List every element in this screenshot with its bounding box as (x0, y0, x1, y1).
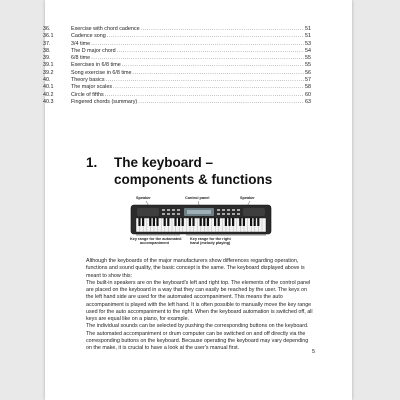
toc-row (43, 41, 311, 48)
toc-title: 6/8 time (71, 55, 91, 62)
toc-page: 51 (305, 33, 311, 40)
chapter-heading (86, 154, 272, 188)
body-text (86, 258, 314, 352)
toc-row (43, 62, 311, 69)
toc-number: 39.2 (43, 69, 54, 76)
toc-row (43, 84, 311, 91)
toc-number: 40.1 (43, 84, 54, 91)
toc-page: 63 (305, 98, 311, 105)
caption-left-line2: accompaniment (140, 241, 169, 246)
toc-title: The major scales (71, 84, 113, 91)
toc-page: 55 (305, 62, 311, 69)
toc-row (43, 55, 311, 62)
label-speaker-right: Speaker (240, 196, 255, 200)
paragraph: The built-in speakers are on the keyboard's left and right top. The elements of the control panel are placed on the keyboard in a way that they can easily be reached by the user. The keys on the left hand side are used for the automated accompaniment. This means the auto accompaniment is played with the left hand. It is often possible to manually move the key range used for the auto accompaniment to the right. When the keyboard automation is switched off, all keys are equal like on a piano, for example. (86, 279, 313, 322)
toc-row (43, 99, 311, 106)
page-number: 5 (312, 349, 316, 355)
toc-number: 40. (43, 77, 51, 84)
label-control-panel: Control panel (185, 196, 210, 200)
paragraph: The individual sounds can be selected by pushing the corresponding buttons on the keyboard. The automated accompaniment or drum computer can be switched on and off directly via the corresponding buttons on the keyboard. Because operating the keyboard may vary depending on the make, it is crucial to have a look at the user's manual first. (86, 323, 309, 351)
toc-title: Song exercise in 6/8 time (71, 69, 132, 76)
toc-number: 36. (43, 26, 51, 32)
toc-page: 55 (305, 55, 311, 62)
paragraph: Although the keyboards of the major manufacturers show differences regarding operation, functions and sound quality, the basic concept is the same. The keyboard displayed above is meant to show this: (86, 258, 305, 279)
caption-right-line1: Key range for the right (190, 237, 231, 241)
toc-row (43, 33, 311, 40)
toc-row (43, 92, 311, 99)
toc-number: 40.3 (43, 98, 54, 105)
toc-number: 39.1 (43, 62, 54, 69)
toc-page: 57 (305, 77, 311, 84)
toc-page: 53 (305, 40, 311, 47)
chapter-number: 1. (86, 155, 98, 170)
table-of-contents (43, 26, 311, 106)
toc-title: Exercises in 6/8 time (71, 62, 121, 69)
keyboard-illustration (128, 201, 274, 237)
toc-page: 60 (305, 91, 311, 98)
caption-accompaniment (130, 237, 181, 246)
toc-number: 38. (43, 47, 51, 54)
toc-title: Cadence song (71, 33, 106, 40)
toc-number: 40.2 (43, 91, 54, 98)
caption-left-line1: Key range for the automated (130, 237, 182, 241)
toc-title: Circle of fifths (71, 91, 104, 98)
toc-row (43, 77, 311, 84)
caption-right-line2: hand (melody playing) (190, 241, 231, 246)
keyboard-figure (128, 196, 274, 246)
toc-number: 39. (43, 55, 51, 62)
label-speaker-left: Speaker (136, 196, 151, 200)
chapter-title-line1: The keyboard – (114, 155, 214, 170)
toc-title: 3/4 time (71, 40, 91, 47)
toc-page: 51 (305, 26, 311, 32)
toc-title: Fingered chords (summary) (71, 98, 138, 105)
toc-page: 54 (305, 47, 311, 54)
toc-page: 58 (305, 84, 311, 91)
toc-title: Theory basics (71, 77, 105, 84)
toc-page: 56 (305, 69, 311, 76)
toc-title: The D major chord (71, 47, 116, 54)
toc-title: Exercise with chord cadence (71, 26, 140, 32)
toc-number: 36.1 (43, 33, 54, 40)
toc-row (43, 26, 311, 33)
toc-row (43, 48, 311, 55)
toc-number: 37. (43, 40, 51, 47)
chapter-title-line2: components & functions (114, 172, 273, 187)
toc-row (43, 70, 311, 77)
caption-melody (190, 237, 231, 246)
